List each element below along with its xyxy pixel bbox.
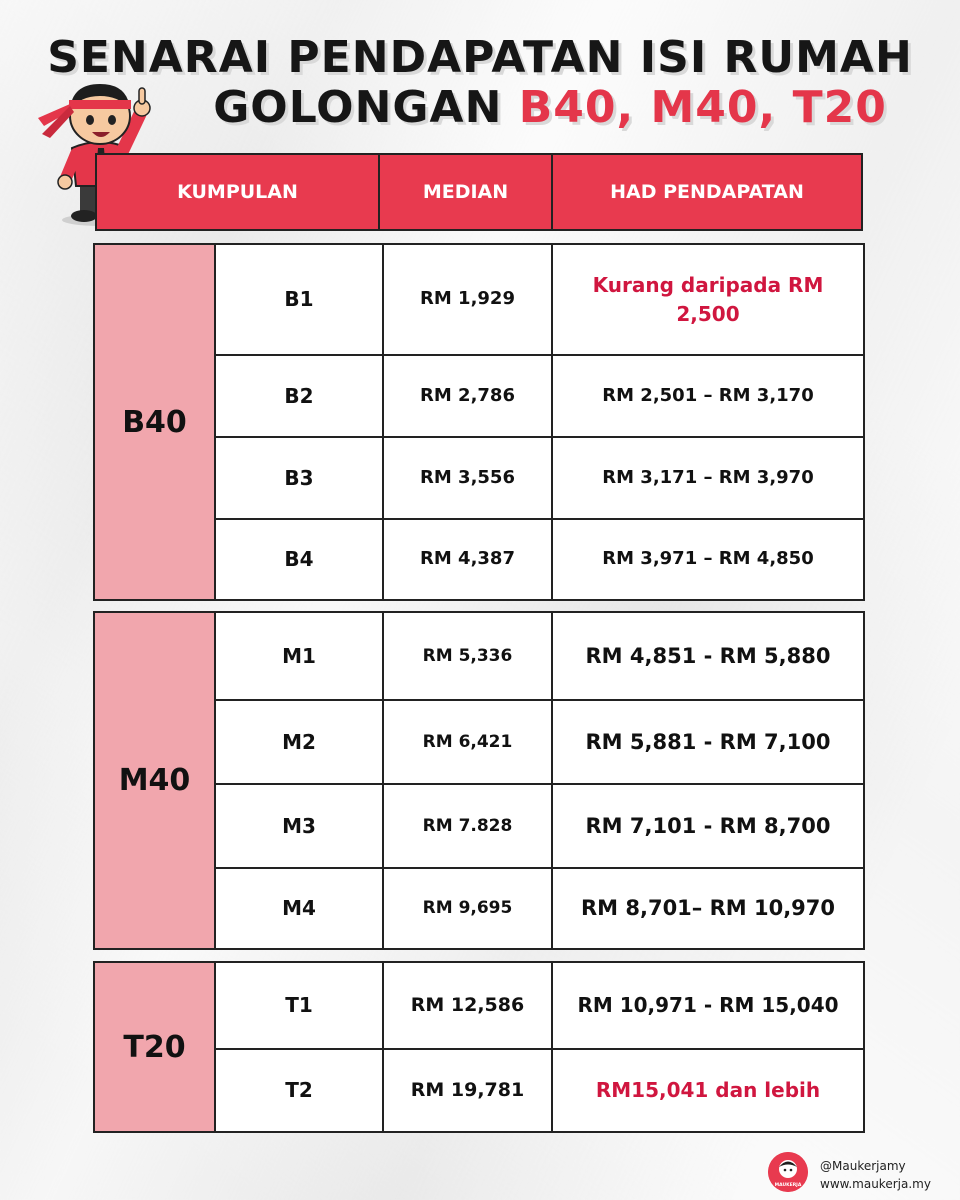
median-cell: RM 3,556 (384, 438, 553, 518)
code-cell: T1 (216, 963, 384, 1048)
header-kumpulan: KUMPULAN (97, 155, 380, 229)
median-cell: RM 4,387 (384, 520, 553, 599)
table-row (216, 245, 863, 356)
median-cell: RM 7.828 (384, 785, 553, 867)
code-cell: M4 (216, 869, 384, 948)
had-cell: RM15,041 dan lebih (595, 1078, 821, 1102)
group-m40 (93, 611, 865, 950)
median-cell: RM 6,421 (384, 701, 553, 783)
table-row (216, 613, 863, 701)
code-cell: B3 (216, 438, 384, 518)
code-cell: B4 (216, 520, 384, 599)
median-cell: RM 12,586 (384, 963, 553, 1048)
median-cell: RM 19,781 (384, 1050, 553, 1131)
had-cell: RM 7,101 - RM 8,700 (585, 813, 831, 838)
had-cell: RM 8,701– RM 10,970 (580, 896, 836, 921)
group-b40 (93, 243, 865, 601)
had-cell: RM 3,971 – RM 4,850 (602, 548, 814, 570)
code-cell: M2 (216, 701, 384, 783)
header-median: MEDIAN (380, 155, 553, 229)
code-cell: B1 (216, 245, 384, 354)
table-row (216, 785, 863, 869)
social-handle: @Maukerjamy (820, 1159, 906, 1173)
had-cell: RM 4,851 - RM 5,880 (585, 643, 831, 668)
group-t20 (93, 961, 865, 1133)
code-cell: T2 (216, 1050, 384, 1131)
had-cell: RM 2,501 – RM 3,170 (602, 384, 814, 406)
table-row (216, 963, 863, 1050)
table-row (216, 701, 863, 785)
code-cell: M3 (216, 785, 384, 867)
table-row (216, 520, 863, 599)
svg-text:MAUKERJA: MAUKERJA (774, 1183, 802, 1188)
had-cell: RM 10,971 - RM 15,040 (577, 993, 839, 1017)
title-prefix: GOLONGAN (213, 82, 519, 133)
had-cell: RM 3,171 – RM 3,970 (602, 466, 814, 488)
group-name-b40: B40 (95, 245, 216, 599)
code-cell: M1 (216, 613, 384, 699)
page-title-line2 (70, 82, 960, 133)
median-cell: RM 1,929 (384, 245, 553, 354)
table-row (216, 356, 863, 438)
table-row (216, 1050, 863, 1131)
table-row (216, 438, 863, 520)
median-cell: RM 2,786 (384, 356, 553, 436)
code-cell: B2 (216, 356, 384, 436)
header-had-pendapatan: HAD PENDAPATAN (610, 181, 804, 203)
website-link[interactable]: www.maukerja.my (820, 1177, 931, 1191)
maukerja-logo (768, 1152, 808, 1192)
footer-contact (820, 1157, 931, 1193)
median-cell: RM 5,336 (384, 613, 553, 699)
had-cell: Kurang daripada RM 2,500 (592, 272, 824, 326)
had-cell: RM 5,881 - RM 7,100 (585, 729, 831, 754)
page-title-line1: SENARAI PENDAPATAN ISI RUMAH (47, 32, 913, 83)
table-row (216, 869, 863, 948)
title-accent: B40, M40, T20 (518, 82, 887, 133)
group-name-t20: T20 (95, 963, 216, 1131)
group-name-m40: M40 (95, 613, 216, 948)
median-cell: RM 9,695 (384, 869, 553, 948)
table-header (95, 153, 863, 231)
